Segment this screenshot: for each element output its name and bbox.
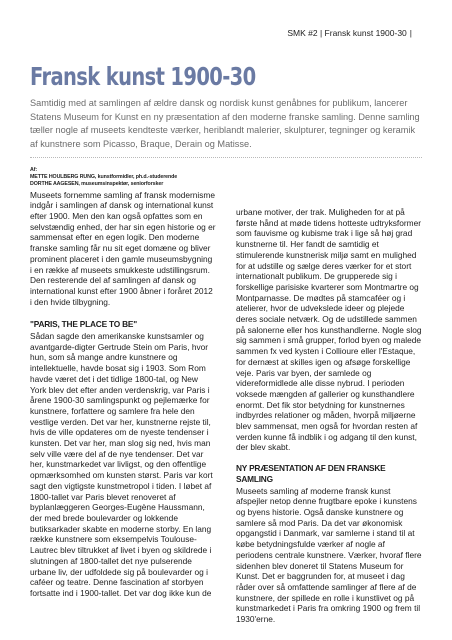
text-column-right [236, 207, 422, 625]
authors-label: Af: [30, 167, 38, 173]
text-column-left [30, 167, 216, 599]
article-lead: Samtidig med at samlingen af ældre dansk og nordisk kunst genåbnes for publikum, lancerer Statens Museum for Kunst en ny præsentation af den moderne franske samling. Denne samling tæller nogle af museets kendteste værker, heriblandt malerier, skulpturer, tegninger og keramik af kunstnere som Picasso, Braque, Derain og Matisse. [30, 98, 420, 149]
subheading-paris: "PARIS, THE PLACE TO BE" [30, 319, 137, 330]
author-2: DORTHE AAGESEN, museumsinspektør, seniorforsker [30, 181, 164, 188]
body-paragraph-3: urbane motiver, der trak. Muligheden for at på første hånd at møde tidens hotteste udtryksformer som fauvisme og kubisme trak i lige så høj grad kunstnerne til. Her fandt de samtidig et stimulerende kunstnerisk miljø samt en mulighed for at udstille og sælge deres værker for et stort internationalt publikum. De grupperede sig i forskellige parisiske kvarterer som Montmartre og Montparnasse. De mødtes på stamcaféer og i atelierer, hvor de udvekslede ideer og plejede deres sociale netværk. Og de udstillede sammen på salonerne eller hos kunsthandlerne. Nogle slog sig sammen i små grupper, forlod byen og malede sammen fx ved kysten i Collioure eller l'Estaque, for dernæst at skilles igen og afsøge forskellige veje. Paris var byen, der samlede og videreformidlede alle disse nybrud. I perioden voksede mængden af gallerier og kunsthandlere enormt. Det fik stor betydning for kunstnernes indbyrdes relationer og måden, hvorpå miljøerne blev sammensat, men også for hvordan resten af verden kunne få indblik i og adgang til den kunst, der blev skabt. [236, 207, 422, 453]
body-paragraph-1: Museets fornemme samling af fransk modernisme indgår i samlingen af dansk og international kunst efter 1900. Men den kan også opfattes som en selvstændig enhed, der har sin egen historie og er sammensat efter en egen logik. Den moderne franske samling får nu sit eget domæne og bliver prominent placeret i den gamle museumsbygning i en række af museets smukkeste udstillingsrum. Den resterende del af samlingen af dansk og international kunst efter 1900 åbner i foråret 2012 i den hvide tilbygning. [30, 189, 216, 307]
running-title: SMK #2 | Fransk kunst 1900-30 [287, 28, 407, 38]
author-1: METTE HOULBERG RUNG, kunstformidler, ph.d.-studerende [30, 174, 178, 181]
author-credits [30, 167, 216, 189]
running-header [287, 28, 412, 38]
body-paragraph-4: Museets samling af moderne fransk kunst afspejler netop denne frugtbare epoke i kunstens og byens historie. Også danske kunstnere og samlere så mod Paris. Da det var økonomisk opgangstid i Danmark, var samlerne i stand til at købe betydningsfulde værker af nogle af periodens centrale kunstnere. Værker, hvoraf flere sidenhen blev doneret til Statens Museum for Kunst. Det er baggrunden for, at museet i dag råder over så omfattende samlinger af flere af de kunstnere, der spillede en rolle i kunstlivet og på kunstmarkedet i Paris fra omkring 1900 og frem til 1930'erne. [236, 485, 422, 625]
article-title: Fransk kunst 1900-30 [30, 62, 256, 91]
header-separator: | [409, 28, 412, 38]
lead-divider [30, 157, 422, 158]
subheading-new-presentation: NY PRÆSENTATION AF DEN FRANSKE SAMLING [236, 463, 386, 484]
body-paragraph-2: Sådan sagde den amerikanske kunstsamler og avantgarde-digter Gertrude Stein om Paris, hvor hun, som så mange andre kunstnere og intellektuelle, havde bosat sig i 1903. Som Rom havde været det i det tidlige 1800-tal, og New York blev det efter anden verdenskrig, var Paris i årene 1900-30 samlingspunkt og pejlemærke for kunstnere, forfattere og samlere fra hele den vestlige verden. Det var her, kunstnerne rejste til, hvis de ville opdateres om de nyeste tendenser i kunsten. Det var her, man slog sig ned, hvis man selv ville være del af de nye tendenser. Det var her, kunstmarkedet var livligst, og den offentlige opmærksomhed om kunsten størst. Paris var kort sagt den vigtigste kunstmetropol i tiden. I løbet af 1800-tallet var Paris blevet renoveret af byplanlæggeren Georges-Eugène Haussmann, der med brede boulevarder og lokkende butiksarkader skabte en moderne storby. En lang række kunstnere som eksempelvis Toulouse-Lautrec blev tiltrukket af livet i byen og skildrede i slutningen af 1800-tallet det nye pulserende urbane liv, der udfoldede sig på boulevarder og i caféer og teatre. Denne fascination af storbyen fortsatte ind i 1900-tallet. Det var dog ikke kun de [30, 331, 213, 598]
